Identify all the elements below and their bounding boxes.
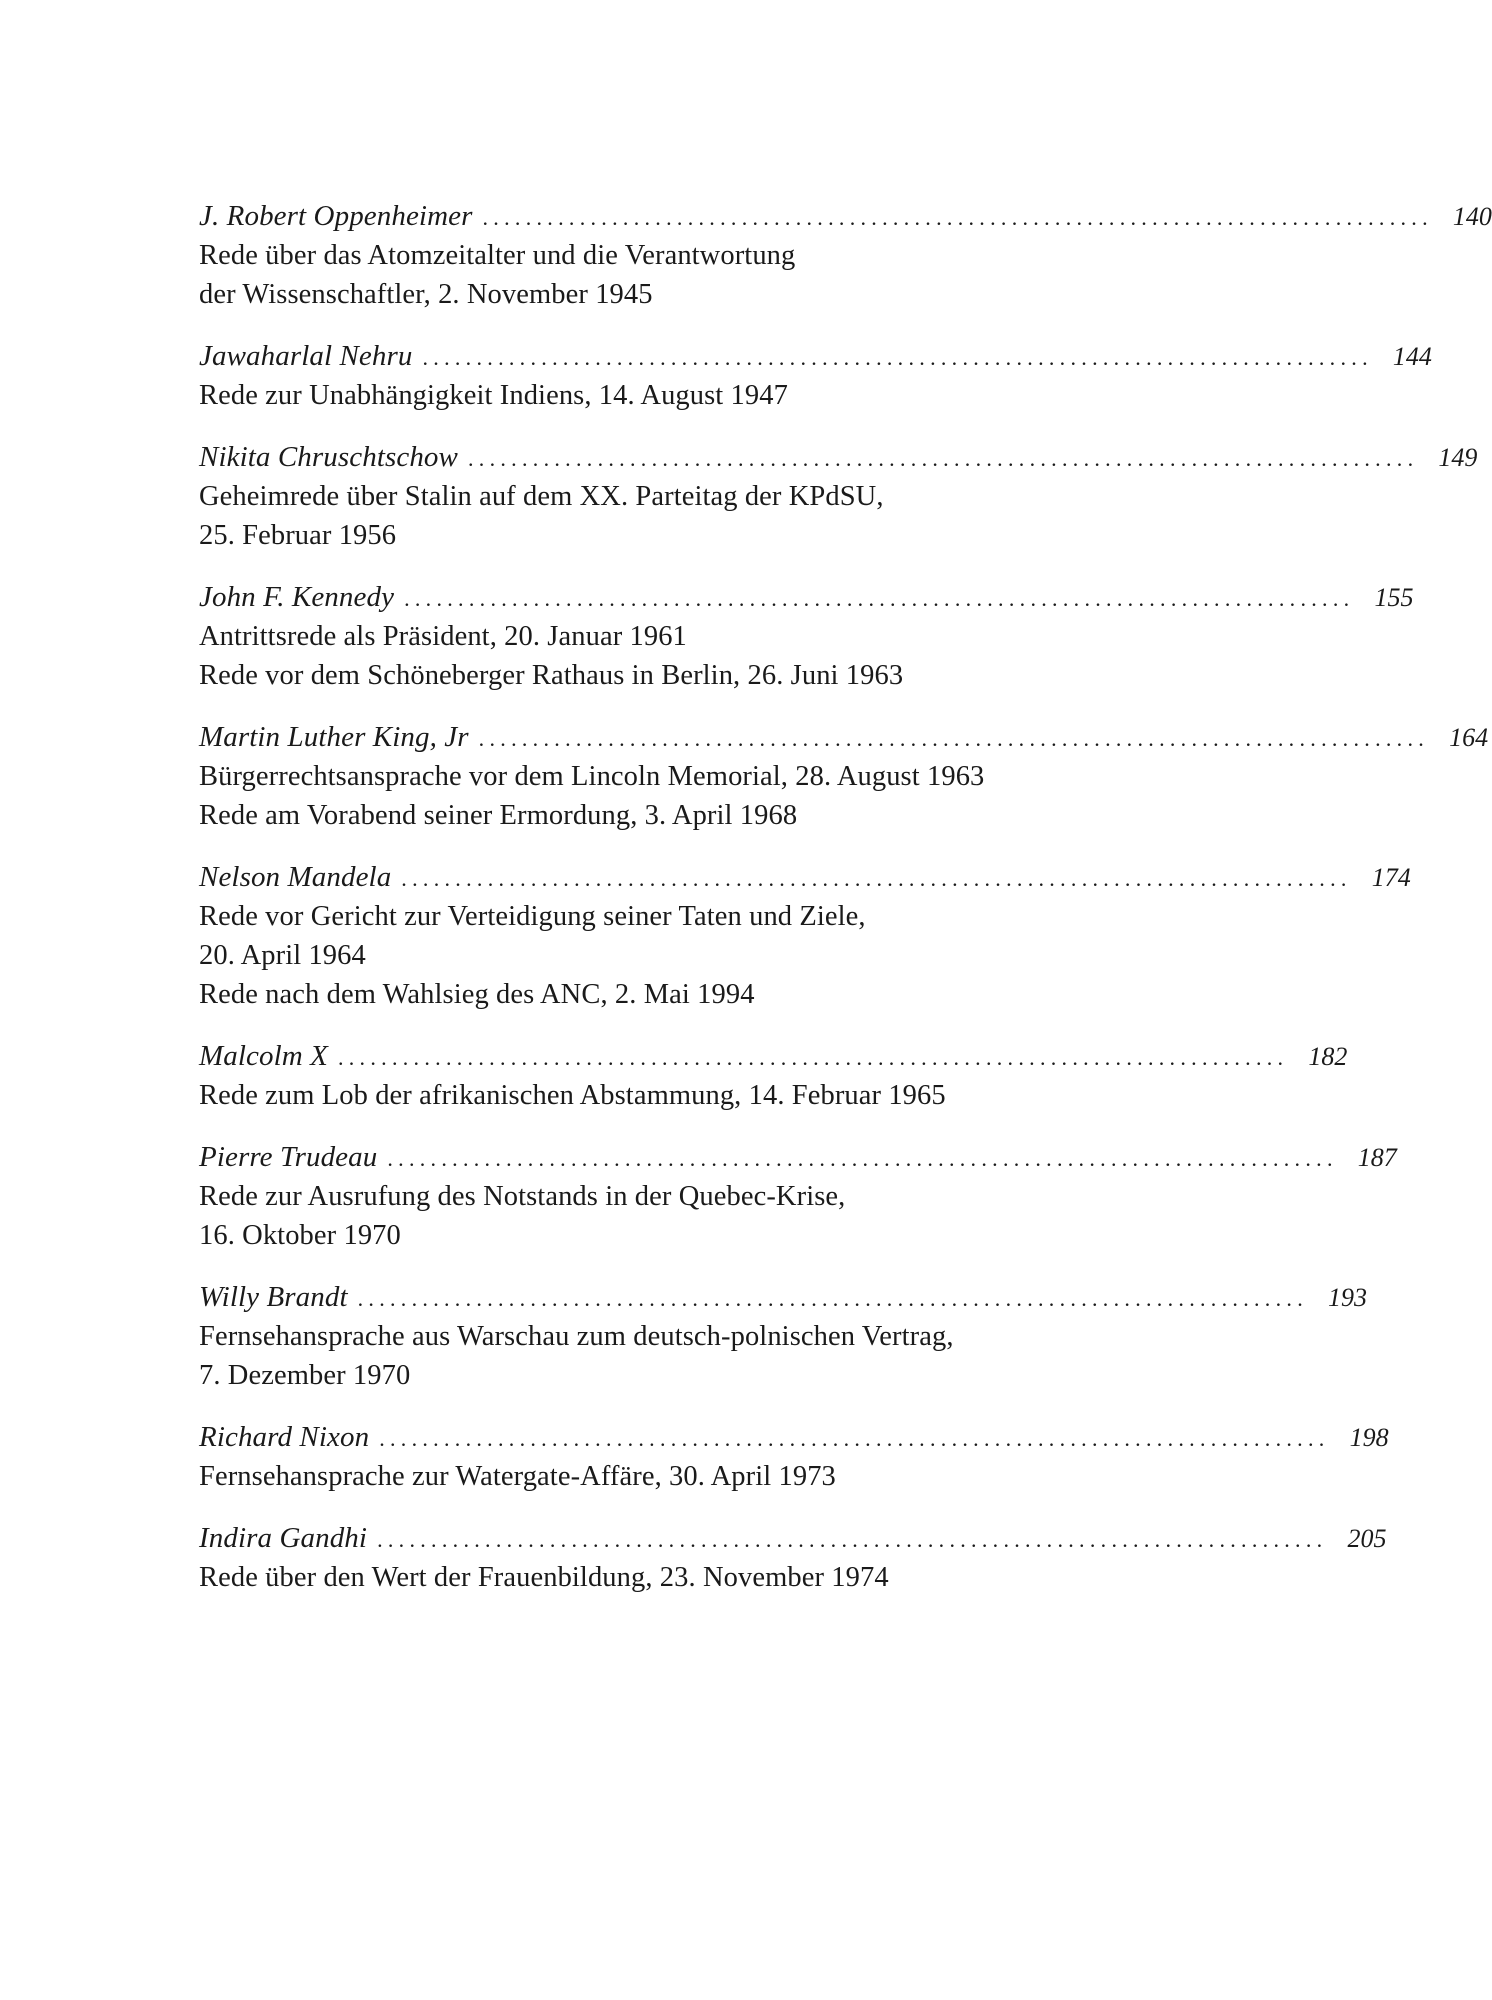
page-number: 187 [1357,1143,1397,1172]
dot-leader: ........................................................................................ [478,726,1430,751]
toc-entry-gandhi [199,1518,1387,1597]
page-number: 144 [1392,342,1432,371]
toc-entry-chruschtschow [199,437,1478,555]
speech-title-line: Rede vor Gericht zur Verteidigung seiner Taten und Ziele, [199,901,866,932]
speech-title-line: Fernsehansprache zur Watergate-Affäre, 30. April 1973 [199,1461,836,1492]
author-name: Richard Nixon [199,1421,370,1453]
dot-leader: ........................................................................................ [401,866,1352,891]
dot-leader: ........................................................................................ [377,1527,1328,1552]
toc-entry-nixon [199,1417,1389,1496]
speech-title-line: 20. April 1964 [199,940,366,971]
dot-leader: ........................................................................................ [467,446,1419,471]
entry-heading [199,1277,1368,1317]
dot-leader: ........................................................................................ [337,1045,1289,1070]
speech-title-line: Rede über den Wert der Frauenbildung, 23. November 1974 [199,1562,889,1593]
author-name: John F. Kennedy [199,581,395,613]
author-name: Indira Gandhi [199,1522,368,1554]
page-number: 198 [1349,1423,1389,1452]
author-name: Martin Luther King, Jr [199,721,469,753]
toc-entry-king [199,717,1489,835]
speech-title-line: Geheimrede über Stalin auf dem XX. Parteitag der KPdSU, [199,481,884,512]
toc-entry-mandela [199,857,1411,1014]
author-name: Nelson Mandela [199,861,392,893]
speech-title-line: Antrittsrede als Präsident, 20. Januar 1961 [199,621,687,652]
dot-leader: ........................................................................................ [387,1146,1338,1171]
entry-heading [199,717,1489,757]
speech-title-line: Rede vor dem Schöneberger Rathaus in Berlin, 26. Juni 1963 [199,660,904,691]
entry-heading [199,577,1414,617]
speech-title-line: Rede zur Ausrufung des Notstands in der Quebec-Krise, [199,1181,846,1212]
author-name: Malcolm X [199,1040,328,1072]
speech-title-line: Rede zum Lob der afrikanischen Abstammung, 14. Februar 1965 [199,1080,946,1111]
toc-entry-brandt [199,1277,1368,1395]
speech-title-line: Rede über das Atomzeitalter und die Verantwortung [199,240,796,271]
page-number: 182 [1308,1042,1348,1071]
entry-heading [199,857,1411,897]
toc-entry-oppenheimer [199,196,1492,314]
speech-title-line: Rede zur Unabhängigkeit Indiens, 14. August 1947 [199,380,788,411]
page-number: 164 [1449,723,1489,752]
author-name: Nikita Chruschtschow [199,441,458,473]
page-number: 174 [1371,863,1411,892]
speech-title-line: Rede am Vorabend seiner Ermordung, 3. April 1968 [199,800,798,831]
speech-title-line: der Wissenschaftler, 2. November 1945 [199,279,653,310]
entry-heading [199,1417,1389,1457]
entry-heading [199,196,1492,236]
toc-entry-trudeau [199,1137,1397,1255]
entry-heading [199,437,1478,477]
author-name: Jawaharlal Nehru [199,340,413,372]
entry-heading [199,1137,1397,1177]
page-number: 155 [1374,583,1414,612]
dot-leader: ........................................................................................ [379,1426,1330,1451]
author-name: Willy Brandt [199,1281,348,1313]
speech-title-line: Bürgerrechtsansprache vor dem Lincoln Memorial, 28. August 1963 [199,761,985,792]
table-of-contents [199,196,1492,1619]
entry-heading [199,1036,1348,1076]
page-number: 193 [1328,1283,1368,1312]
author-name: Pierre Trudeau [199,1141,378,1173]
toc-entry-malcolm-x [199,1036,1348,1115]
page-number: 205 [1347,1524,1387,1553]
dot-leader: ........................................................................................ [404,586,1355,611]
dot-leader: ........................................................................................ [357,1286,1309,1311]
author-name: J. Robert Oppenheimer [199,200,473,232]
toc-entry-nehru [199,336,1432,415]
toc-entry-kennedy [199,577,1414,695]
page-number: 149 [1438,443,1478,472]
dot-leader: ........................................................................................ [422,345,1373,370]
dot-leader: ........................................................................................ [482,205,1433,230]
speech-title-line: Rede nach dem Wahlsieg des ANC, 2. Mai 1994 [199,979,755,1010]
entry-heading [199,336,1432,376]
page-number: 140 [1452,202,1492,231]
speech-title-line: 16. Oktober 1970 [199,1220,401,1251]
entry-heading [199,1518,1387,1558]
speech-title-line: 7. Dezember 1970 [199,1360,411,1391]
speech-title-line: 25. Februar 1956 [199,520,397,551]
speech-title-line: Fernsehansprache aus Warschau zum deutsch-polnischen Vertrag, [199,1321,954,1352]
